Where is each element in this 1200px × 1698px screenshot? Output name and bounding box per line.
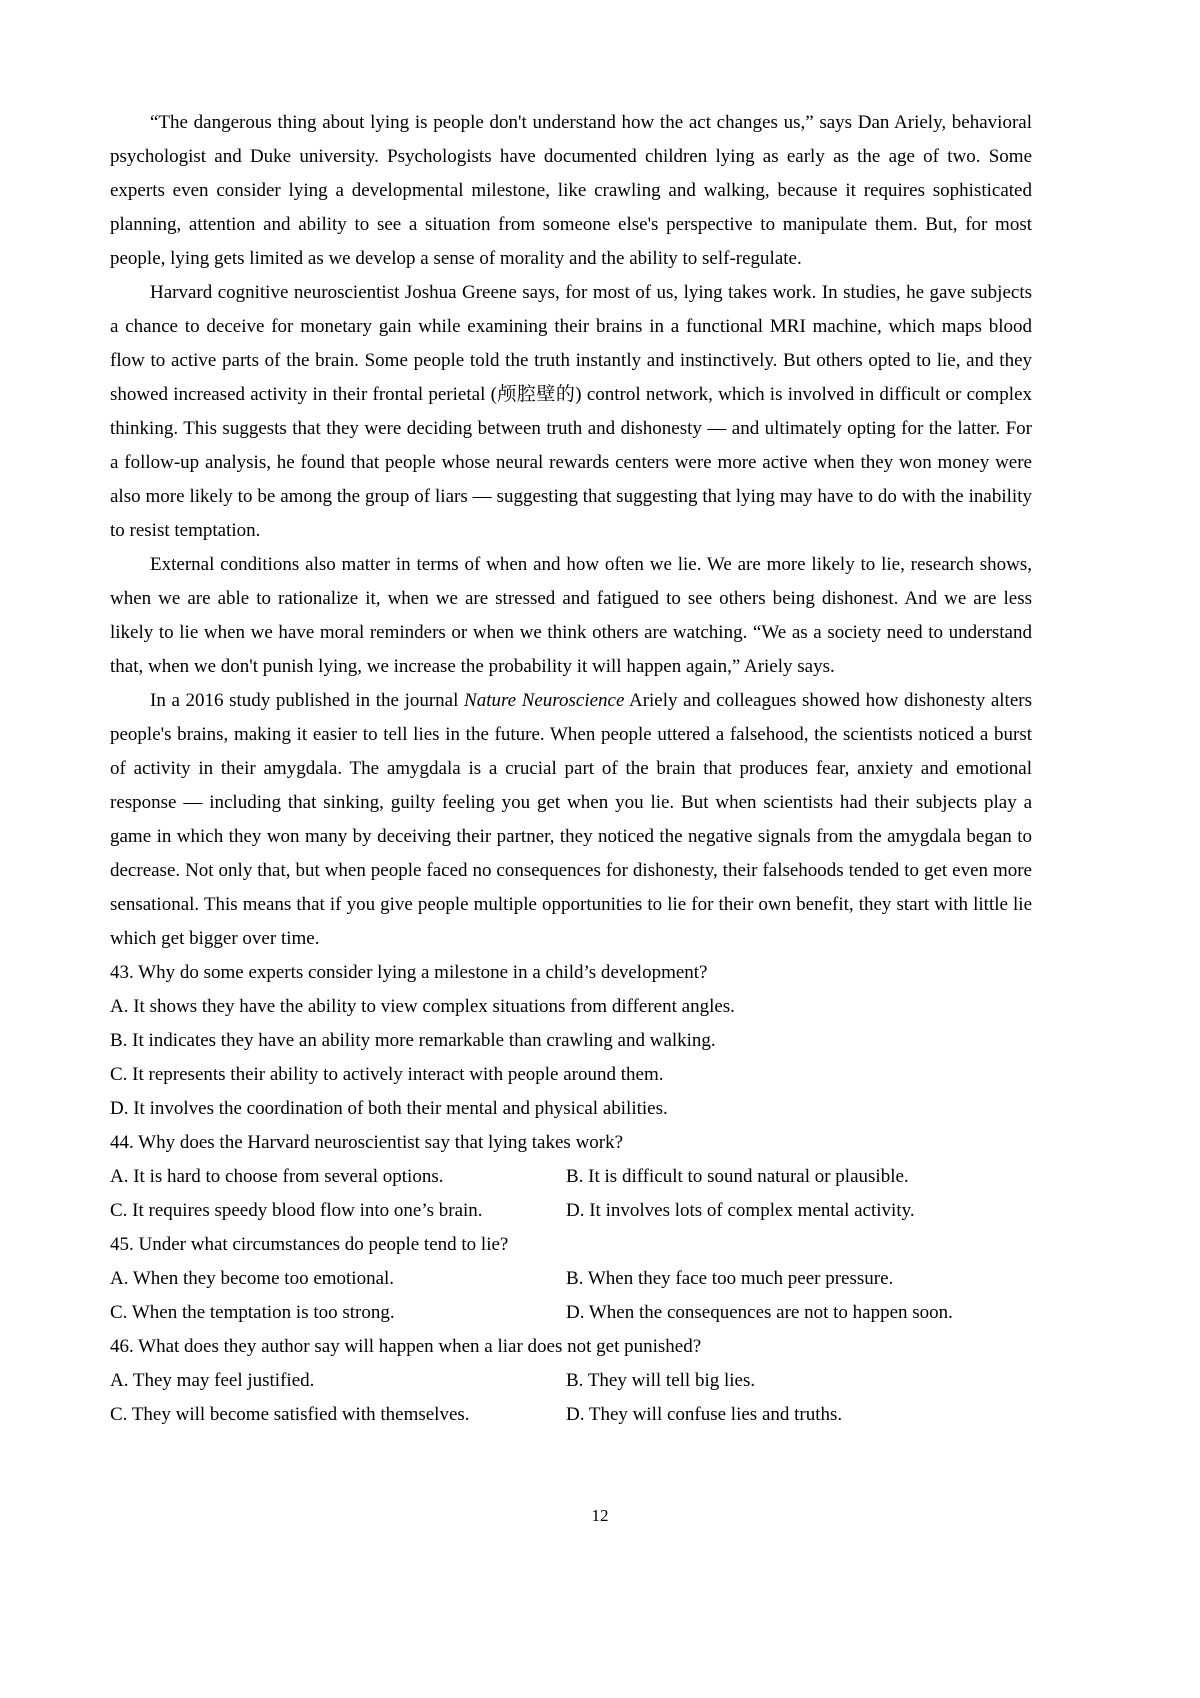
option-row	[110, 1262, 1032, 1296]
answer-option: A. They may feel justified.	[110, 1370, 315, 1391]
answer-option: C. It represents their ability to actively interact with people around them.	[110, 1064, 664, 1085]
option-row	[110, 1398, 1032, 1432]
question-stem: 43. Why do some experts consider lying a milestone in a child’s development?	[110, 962, 708, 983]
answer-option: B. When they face too much peer pressure.	[566, 1268, 894, 1289]
passage-text: In a 2016 study published in the journal	[150, 690, 465, 711]
answer-option: B. It indicates they have an ability more remarkable than crawling and walking.	[110, 1030, 716, 1051]
answer-option: D. It involves lots of complex mental activity.	[566, 1200, 915, 1221]
option-row	[110, 1058, 1032, 1092]
option-row	[110, 1024, 1032, 1058]
passage-text: “The dangerous thing about lying is people don't understand how the act changes us,” says Dan Ariely, behavioral psychologist and Duke university. Psychologists have documented children lying as early as the age of two. Some experts even consider lying a developmental milestone, like crawling and walking, because it requires sophisticated planning, attention and ability to see a situation from someone else's perspective to manipulate them. But, for most people, lying gets limited as we develop a sense of morality and the ability to self-regulate.	[110, 112, 1032, 269]
passage-text: External conditions also matter in terms of when and how often we lie. We are more likely to lie, research shows, when we are able to rationalize it, when we are stressed and fatigued to see others being dishonest. And we are less likely to lie when we have moral reminders or when we think others are watching. “We as a society need to understand that, when we don't punish lying, we increase the probability it will happen again,” Ariely says.	[110, 554, 1032, 677]
answer-option: A. It shows they have the ability to view complex situations from different angles.	[110, 996, 735, 1017]
answer-option: B. It is difficult to sound natural or plausible.	[566, 1166, 909, 1187]
answer-option: D. They will confuse lies and truths.	[566, 1404, 843, 1425]
option-row	[110, 1296, 1032, 1330]
passage-text: Harvard cognitive neuroscientist Joshua Greene says, for most of us, lying takes work. In studies, he gave subjects a chance to deceive for monetary gain while examining their brains in a functional MRI machine, which maps blood flow to active parts of the brain. Some people told the truth instantly and instinctively. But others opted to lie, and they showed increased activity in their frontal perietal (颅腔壁的) control network, which is involved in difficult or complex thinking. This suggests that they were deciding between truth and dishonesty — and ultimately opting for the latter. For a follow-up analysis, he found that people whose neural rewards centers were more active when they won money were also more likely to be among the group of liars — suggesting that suggesting that lying may have to do with the inability to resist temptation.	[110, 282, 1032, 541]
option-row	[110, 990, 1032, 1024]
option-row	[110, 1160, 1032, 1194]
question-stem: 44. Why does the Harvard neuroscientist say that lying takes work?	[110, 1132, 624, 1153]
answer-option: B. They will tell big lies.	[566, 1370, 756, 1391]
question-stem: 46. What does they author say will happen when a liar does not get punished?	[110, 1336, 702, 1357]
question-stem: 45. Under what circumstances do people tend to lie?	[110, 1234, 509, 1255]
passage-paragraph	[110, 684, 1032, 956]
option-row	[110, 1092, 1032, 1126]
option-row	[110, 1364, 1032, 1398]
document-page	[110, 106, 1032, 1432]
answer-option: C. It requires speedy blood flow into one’s brain.	[110, 1200, 483, 1221]
journal-name: Nature Neuroscience	[464, 690, 625, 711]
passage	[110, 106, 1032, 956]
answer-option: D. When the consequences are not to happen soon.	[566, 1302, 953, 1323]
questions	[110, 956, 1032, 1432]
answer-option: A. When they become too emotional.	[110, 1268, 395, 1289]
passage-paragraph	[110, 548, 1032, 684]
page-number: 12	[591, 1506, 609, 1525]
answer-option: C. When the temptation is too strong.	[110, 1302, 395, 1323]
passage-paragraph	[110, 276, 1032, 548]
passage-text: Ariely and colleagues showed how dishonesty alters people's brains, making it easier to tell lies in the future. When people uttered a falsehood, the scientists noticed a burst of activity in their amygdala. The amygdala is a crucial part of the brain that produces fear, anxiety and emotional response — including that sinking, guilty feeling you get when you lie. But when scientists had their subjects play a game in which they won many by deceiving their partner, they noticed the negative signals from the amygdala began to decrease. Not only that, but when people faced no consequences for dishonesty, their falsehoods tended to get even more sensational. This means that if you give people multiple opportunities to lie for their own benefit, they start with little lie which get bigger over time.	[110, 690, 1032, 949]
answer-option: D. It involves the coordination of both their mental and physical abilities.	[110, 1098, 668, 1119]
option-row	[110, 1194, 1032, 1228]
answer-option: A. It is hard to choose from several options.	[110, 1166, 444, 1187]
passage-paragraph	[110, 106, 1032, 276]
answer-option: C. They will become satisfied with themselves.	[110, 1404, 470, 1425]
